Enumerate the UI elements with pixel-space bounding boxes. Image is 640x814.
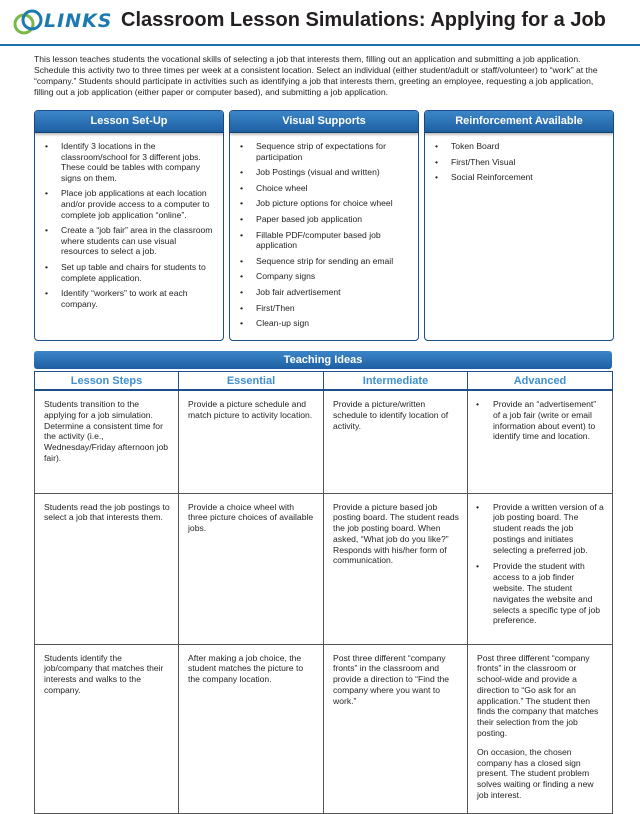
advanced-list (474, 399, 604, 442)
lesson-step-cell: Students transition to the applying for a job simulation. Determine a consistent time for the activity (i.e., Wednesday/Friday afternoon job fair). (35, 390, 179, 493)
teaching-ideas-heading: Teaching Ideas (34, 351, 612, 369)
intermediate-cell: Post three different “company fronts” in the classroom and provide a direction to “Find the company where you want to work.” (324, 644, 468, 813)
column-header-intermediate: Intermediate (324, 372, 468, 391)
visual-support-item (238, 198, 410, 209)
bullet-icon: • (240, 141, 244, 151)
lesson-step-cell: Students read the job postings to select a job that interests them. (35, 493, 179, 644)
list-item-text: Create a “job fair” area in the classroom where students can use visual resources to select a job. (61, 225, 213, 257)
advanced-cell (468, 390, 613, 493)
list-item-text: Choice wheel (256, 182, 308, 193)
reinforcement-item (433, 141, 605, 152)
visual-support-item (238, 303, 410, 314)
column-header-lesson-steps: Lesson Steps (35, 372, 179, 391)
logo-text: LINKS (44, 10, 113, 32)
reinforcement-heading: Reinforcement Available (425, 111, 613, 133)
list-item-text: First/Then (256, 302, 295, 313)
advanced-list (474, 502, 604, 627)
list-item-text: Social Reinforcement (451, 172, 533, 183)
advanced-cell (468, 493, 613, 644)
list-item-text: Sequence strip of expectations for participation (256, 141, 386, 162)
bullet-icon: • (240, 286, 244, 297)
list-item-text: Place job applications at each location and/or provide access to a computer to complete job application “online”. (61, 188, 210, 220)
visual-support-item (238, 318, 410, 329)
list-item: • Provide a written version of a job posting board. The student reads the job postings and initiates selecting a preferred job. (476, 501, 604, 555)
intro-paragraph: This lesson teaches students the vocational skills of selecting a job that interests them, filling out an application and submitting a job application. Schedule this activity two to three times per week at a consistent location. Select an individual (either student/adult or staff/volunteer) to “work” at the “company.” Students should participate in activities such as identifying a job that interests them, greeting an employee, requesting a job application, filling out a job application (either paper or computer based), and submitting a job application. (34, 54, 598, 97)
page-title: Classroom Lesson Simulations: Applying for a Job (121, 9, 606, 31)
intermediate-cell: Provide a picture/written schedule to identify location of activity. (324, 390, 468, 493)
lesson-setup-list (35, 133, 223, 320)
bullet-icon: • (45, 261, 49, 272)
lesson-step-cell: Students identify the job/company that matches their interests and walks to the company. (35, 644, 179, 813)
bullet-icon: • (435, 156, 439, 167)
list-item-text: Identify 3 locations in the classroom/school for 3 different jobs. These could be tables with company signs on them. (61, 141, 201, 183)
list-item-text: Sequence strip for sending an email (256, 255, 394, 266)
list-item-text: Set up table and chairs for students to complete application. (61, 261, 206, 283)
reinforcement-box (424, 110, 614, 341)
list-item-text: Identify “workers” to work at each company. (61, 288, 188, 309)
essential-cell: Provide a picture schedule and match picture to activity location. (179, 390, 324, 493)
setup-list-item (43, 141, 215, 183)
visual-supports-list (230, 133, 418, 340)
visual-support-item (238, 256, 410, 267)
essential-cell: After making a job choice, the student matches the picture to the company location. (179, 644, 324, 813)
list-item-text: Clean-up sign (256, 318, 310, 329)
list-item-text: Job picture options for choice wheel (256, 198, 393, 209)
teaching-ideas-table (34, 371, 613, 814)
bullet-icon: • (240, 182, 244, 193)
visual-support-item (238, 167, 410, 178)
column-header-essential: Essential (179, 372, 324, 391)
bullet-icon: • (240, 302, 244, 313)
visual-support-item (238, 230, 410, 251)
table-row (35, 493, 613, 644)
lesson-setup-heading: Lesson Set-Up (35, 111, 223, 133)
bullet-icon: • (45, 188, 49, 199)
advanced-paragraph: Post three different “company fronts” in the classroom or school-wide and provide a direction to “Go ask for an application.” The student then finds the company that matches their selection from the job posting. (477, 652, 599, 739)
bullet-icon: • (240, 167, 244, 178)
advanced-paragraph: On occasion, the chosen company has a closed sign present. The student problem solves waiting or finding a new job interest. (477, 746, 594, 801)
bullet-icon: • (240, 271, 244, 282)
list-item: • Provide the student with access to a job finder website. The student navigates the website and selects a specific type of job preference. (476, 561, 600, 626)
bullet-icon: • (240, 213, 244, 224)
table-row (35, 390, 613, 493)
table-row (35, 644, 613, 813)
links-logo-icon (10, 6, 46, 40)
bullet-icon: • (45, 288, 49, 299)
visual-supports-box (229, 110, 419, 341)
setup-list-item (43, 288, 215, 309)
bullet-icon: • (45, 225, 49, 236)
visual-support-item (238, 271, 410, 282)
title-divider (0, 44, 640, 46)
visual-support-item (238, 141, 410, 162)
lesson-setup-box (34, 110, 224, 341)
bullet-icon: • (240, 229, 244, 240)
setup-list-item (43, 188, 215, 220)
bullet-icon: • (45, 141, 49, 151)
list-item: • Provide an “advertisement” of a job fair (write or email information about event) to identify time and location. (476, 399, 597, 442)
list-item-text: First/Then Visual (451, 156, 516, 167)
visual-support-item (238, 183, 410, 194)
list-item-text: Fillable PDF/computer based job application (256, 229, 381, 251)
intermediate-cell: Provide a picture based job posting board. The student reads the job posting board. When asked, “What job do you like?” Responds with his/her form of communication. (324, 493, 468, 644)
bullet-icon: • (240, 255, 244, 266)
list-item-text: Token Board (451, 141, 500, 151)
setup-list-item (43, 262, 215, 283)
reinforcement-item (433, 157, 605, 168)
list-item-text: Company signs (256, 271, 316, 282)
bullet-icon: • (240, 318, 244, 329)
list-item-text: Job fair advertisement (256, 286, 341, 297)
bullet-icon: • (240, 198, 244, 209)
visual-support-item (238, 214, 410, 225)
reinforcement-list (425, 133, 613, 194)
bullet-icon: • (435, 141, 439, 151)
bullet-icon: • (435, 172, 439, 183)
visual-supports-heading: Visual Supports (230, 111, 418, 133)
visual-support-item (238, 287, 410, 298)
setup-list-item (43, 225, 215, 257)
reinforcement-item (433, 172, 605, 183)
list-item-text: Paper based job application (256, 213, 363, 224)
advanced-cell (468, 644, 613, 813)
column-header-advanced: Advanced (468, 372, 613, 391)
links-logo (10, 6, 113, 46)
list-item-text: Job Postings (visual and written) (256, 167, 380, 178)
essential-cell: Provide a choice wheel with three picture choices of available jobs. (179, 493, 324, 644)
